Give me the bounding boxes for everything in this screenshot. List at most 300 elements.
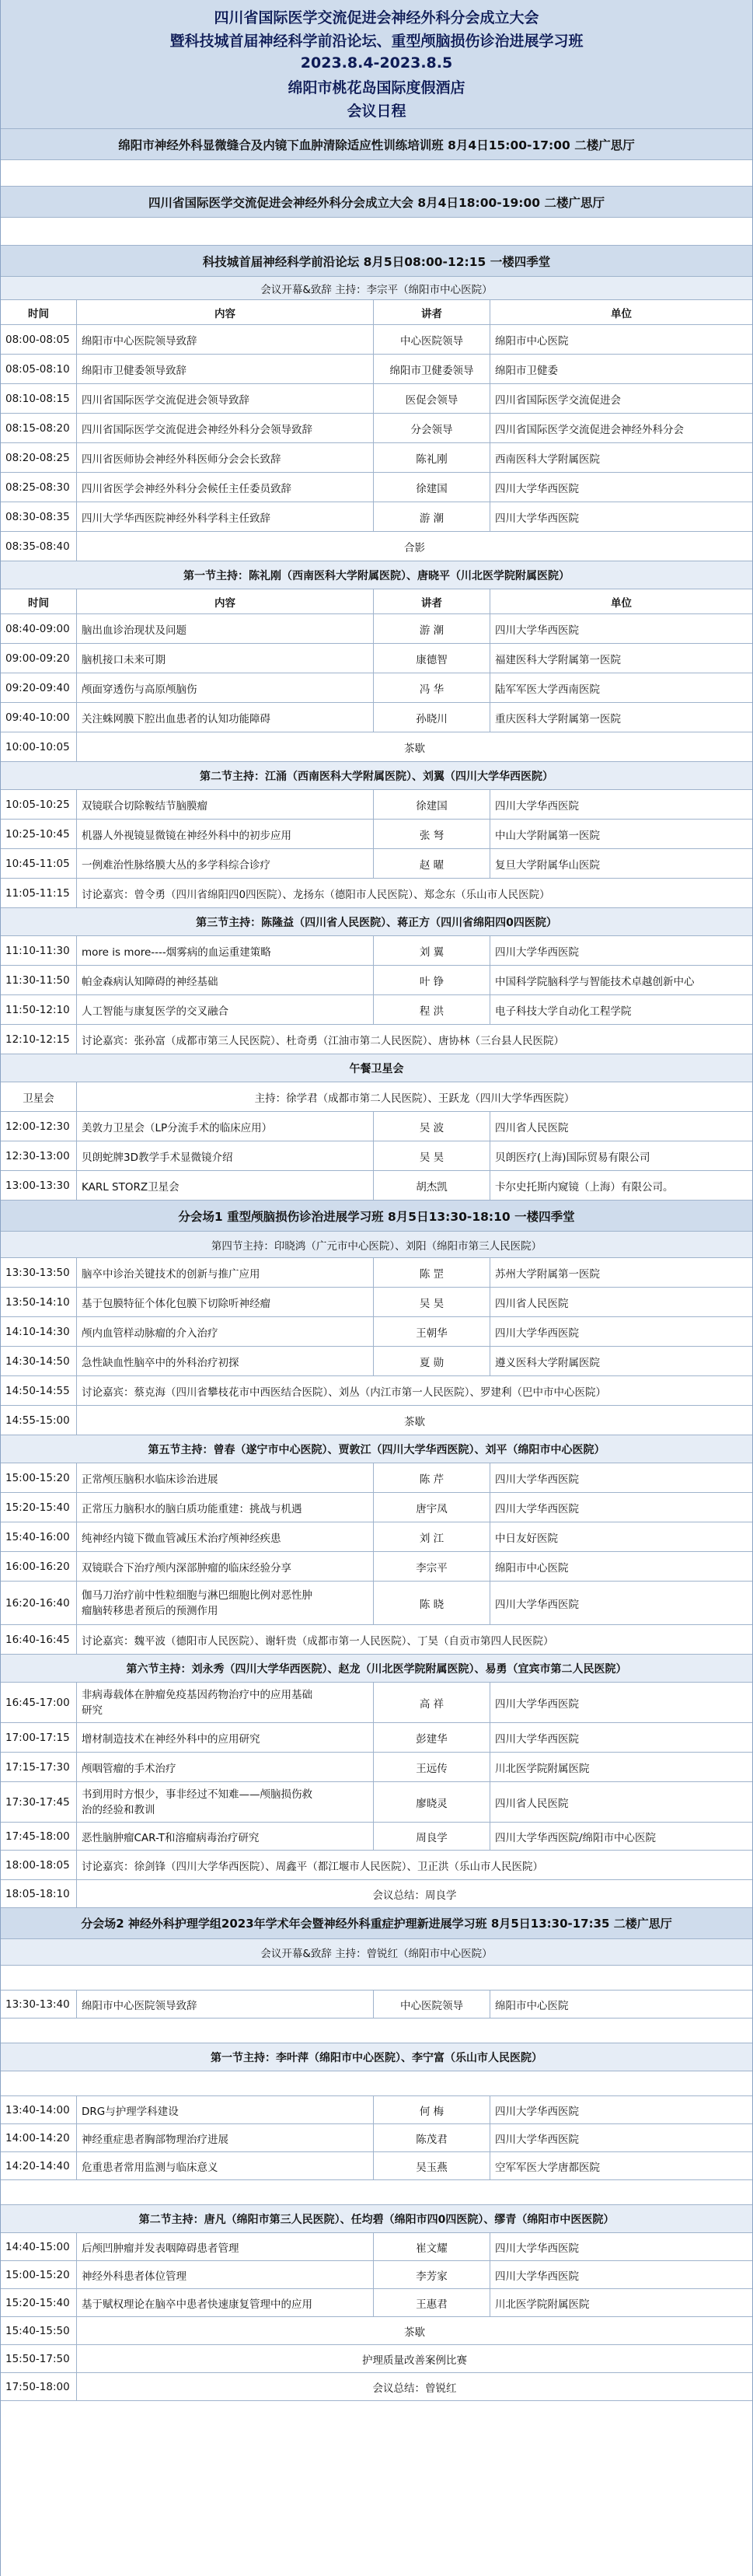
row-time: 13:40-14:00 — [1, 2096, 77, 2123]
lunch-rows — [1, 1112, 752, 1201]
table-row — [1, 443, 752, 473]
table-row — [1, 2261, 752, 2289]
row-content: 急性缺血性脑卒中的外科治疗初探 — [77, 1347, 374, 1375]
session-4-title: 第四节主持：印晓鸿（广元市中心医院）、刘阳（绵阳市第三人民医院） — [1, 1232, 752, 1258]
table-row — [1, 2233, 752, 2261]
break-label: 茶歇 — [404, 742, 425, 755]
row-content: 绵阳市中心医院领导致辞 — [77, 1991, 374, 2018]
session-5-title: 第五节主持：曾春（遂宁市中心医院）、贾敦江（四川大学华西医院）、刘平（绵阳市中心医院） — [1, 1435, 752, 1463]
discussion-row — [1, 1851, 752, 1880]
row-content: 后颅凹肿瘤并发表咽障碍患者管理 — [77, 2233, 374, 2260]
talk-row-tall — [1, 1582, 752, 1625]
talk-row-tall — [1, 1782, 752, 1823]
talk-row-tall — [1, 1683, 752, 1723]
break-label: 茶歇 — [404, 1415, 425, 1428]
table-row — [1, 936, 752, 966]
row-content: 四川省国际医学交流促进会神经外科分会领导致辞 — [77, 414, 374, 442]
session-3-rows — [1, 936, 752, 1025]
table-row — [1, 1991, 752, 2019]
table-row — [1, 2152, 752, 2180]
discussion-row — [1, 1625, 752, 1655]
session-2-rows — [1, 790, 752, 879]
row-content: 关注蛛网膜下腔出血患者的认知功能障碍 — [77, 703, 374, 732]
row-unit: 四川大学华西医院 — [495, 1473, 579, 1486]
row-unit: 四川省人民医院 — [495, 1121, 569, 1134]
table-row — [1, 1463, 752, 1493]
row-unit: 四川省人民医院 — [495, 1797, 569, 1810]
row-unit: 四川省国际医学交流促进会神经外科分会 — [495, 423, 684, 436]
session-4-rows — [1, 1258, 752, 1376]
row-content-line: 伽马刀治疗前中性粒细胞与淋巴细胞比例对恶性肿 — [82, 1589, 312, 1602]
table-row — [1, 1288, 752, 1317]
row-content — [77, 1683, 374, 1722]
table-row — [1, 325, 752, 355]
row-unit: 绵阳市中心医院 — [495, 1999, 569, 2012]
row-content: 危重患者常用监测与临床意义 — [77, 2152, 374, 2179]
row-speaker: 徐建国 — [374, 473, 490, 502]
row-content-line: 研究 — [82, 1704, 103, 1717]
row-unit: 福建医科大学附属第一医院 — [495, 653, 621, 666]
row-speaker: 陈 晓 — [374, 1582, 490, 1624]
row-time: 08:30-08:35 — [1, 502, 77, 531]
row-time: 14:30-14:50 — [1, 1347, 77, 1375]
row-speaker: 唐宇凤 — [374, 1493, 490, 1522]
table-row — [1, 995, 752, 1025]
discussion-guests: 讨论嘉宾：蔡克海（四川省攀枝花市中西医结合医院）、刘丛（内江市第一人民医院）、罗建利（巴中市中心医院） — [82, 1386, 606, 1399]
table-row — [1, 532, 752, 561]
table-row — [1, 473, 752, 502]
row-content: 四川省医师协会神经外科医师分会会长致辞 — [77, 443, 374, 472]
row-content: 绵阳市卫健委领导致辞 — [77, 355, 374, 383]
row-unit: 绵阳市中心医院 — [495, 334, 569, 348]
row-speaker: 刘 江 — [374, 1522, 490, 1551]
row-content: 增材制造技术在神经外科中的应用研究 — [77, 1723, 374, 1752]
row-content: DRG与护理学科建设 — [77, 2096, 374, 2123]
page-title: 会议日程 — [347, 102, 406, 120]
nursing-session-1-title: 第一节主持：李叶萍（绵阳市中心医院）、李宁富（乐山市人民医院） — [1, 2043, 752, 2071]
meeting-founding: 四川省国际医学交流促进会神经外科分会成立大会 8月4日18:00-19:00 二楼广思厅 — [1, 187, 752, 218]
row-time: 15:20-15:40 — [1, 1493, 77, 1522]
break-label: 合影 — [404, 541, 425, 554]
row-content: 会议总结：曾锐红 — [372, 2382, 457, 2395]
table-row — [1, 849, 752, 879]
forum-opening-host: 会议开幕&致辞 主持：李宗平（绵阳市中心医院） — [1, 277, 752, 300]
row-time: 14:55-15:00 — [1, 1406, 77, 1435]
col-speaker: 讲者 — [374, 300, 490, 324]
row-time: 卫星会 — [1, 1082, 77, 1111]
row-speaker: 冯 华 — [374, 673, 490, 702]
row-unit: 四川大学华西医院 — [495, 1598, 579, 1611]
row-unit: 四川大学华西医院 — [495, 2242, 579, 2255]
row-unit: 中国科学院脑科学与智能技术卓越创新中心 — [495, 975, 695, 988]
row-time: 14:00-14:20 — [1, 2124, 77, 2151]
row-unit: 四川大学华西医院 — [495, 1502, 579, 1515]
row-time: 14:20-14:40 — [1, 2152, 77, 2179]
row-time: 13:50-14:10 — [1, 1288, 77, 1316]
col-unit: 单位 — [611, 307, 632, 320]
row-speaker: 陈礼刚 — [374, 443, 490, 472]
row-unit: 川北医学院附属医院 — [495, 1762, 590, 1775]
row-unit: 四川大学华西医院 — [495, 2133, 579, 2146]
row-time: 08:35-08:40 — [1, 532, 77, 561]
row-speaker: 程 洪 — [374, 995, 490, 1024]
row-time: 08:20-08:25 — [1, 443, 77, 472]
row-content: 绵阳市中心医院领导致辞 — [77, 325, 374, 354]
table-row — [1, 2317, 752, 2345]
table-row — [1, 614, 752, 644]
row-content — [77, 1782, 374, 1822]
table-row — [1, 2096, 752, 2124]
row-time: 13:30-13:50 — [1, 1258, 77, 1287]
row-time: 15:20-15:40 — [1, 2289, 77, 2316]
spacer-row — [1, 2180, 752, 2205]
row-time: 08:10-08:15 — [1, 384, 77, 413]
row-speaker: 廖晓灵 — [374, 1782, 490, 1822]
row-speaker: 何 梅 — [374, 2096, 490, 2123]
row-unit: 中日友好医院 — [495, 1532, 558, 1545]
row-unit: 四川大学华西医院 — [495, 799, 579, 813]
table-row — [1, 2345, 752, 2373]
row-speaker: 张 弩 — [374, 820, 490, 848]
discussion-row — [1, 1025, 752, 1054]
row-content: 护理质量改善案例比赛 — [362, 2354, 467, 2367]
row-time: 08:00-08:05 — [1, 325, 77, 354]
row-speaker: 吴 波 — [374, 1112, 490, 1141]
row-content: 四川省医学会神经外科分会候任主任委员致辞 — [77, 473, 374, 502]
row-content: 脑出血诊治现状及问题 — [77, 614, 374, 643]
row-unit: 四川大学华西医院 — [495, 1326, 579, 1340]
row-speaker: 吴 昊 — [374, 1141, 490, 1170]
session-1-title: 第一节主持：陈礼刚（西南医科大学附属医院）、唐晓平（川北医学院附属医院） — [1, 561, 752, 589]
row-time: 18:00-18:05 — [1, 1851, 77, 1879]
row-speaker: 游 潮 — [374, 614, 490, 643]
row-speaker: 分会领导 — [374, 414, 490, 442]
row-content: 机器人外视镜显微镜在神经外科中的初步应用 — [77, 820, 374, 848]
lunch-host-row — [1, 1082, 752, 1112]
row-content: 脑机接口未来可期 — [77, 644, 374, 673]
table-row — [1, 414, 752, 443]
row-speaker: 吴玉燕 — [374, 2152, 490, 2179]
row-speaker: 李芳家 — [374, 2261, 490, 2288]
session-5-rows — [1, 1463, 752, 1582]
row-speaker: 王惠君 — [374, 2289, 490, 2316]
spacer-row — [1, 2019, 752, 2043]
row-time: 10:00-10:05 — [1, 732, 77, 761]
row-time: 11:50-12:10 — [1, 995, 77, 1024]
row-unit: 卡尔史托斯内窥镜（上海）有限公司。 — [495, 1180, 674, 1194]
table-row — [1, 820, 752, 849]
row-content: 恶性脑肿瘤CAR-T和溶瘤病毒治疗研究 — [77, 1823, 374, 1850]
row-time: 17:45-18:00 — [1, 1823, 77, 1850]
session-6-rows — [1, 1823, 752, 1851]
row-unit: 中山大学附属第一医院 — [495, 829, 600, 842]
row-time: 17:15-17:30 — [1, 1753, 77, 1781]
row-content: 双镜联合切除鞍结节脑膜瘤 — [77, 790, 374, 819]
row-speaker: 夏 勋 — [374, 1347, 490, 1375]
table-row — [1, 1723, 752, 1753]
row-unit: 川北医学院附属医院 — [495, 2298, 590, 2311]
table-row — [1, 1823, 752, 1851]
table-row — [1, 1258, 752, 1288]
discussion-guests: 讨论嘉宾：徐剑锋（四川大学华西医院）、周鑫平（都江堰市人民医院）、卫正洪（乐山市人民医院） — [82, 1860, 543, 1873]
nursing-session-2-title: 第二节主持：唐凡（绵阳市第三人民医院）、任均碧（绵阳市四0四医院）、缪青（绵阳市中医医院） — [1, 2205, 752, 2233]
row-time: 11:10-11:30 — [1, 936, 77, 965]
row-unit: 四川大学华西医院 — [495, 512, 579, 525]
row-time: 17:50-18:00 — [1, 2373, 77, 2400]
row-time: 14:40-15:00 — [1, 2233, 77, 2260]
discussion-guests: 讨论嘉宾：曾令勇（四川省绵阳四0四医院）、龙扬东（德阳市人民医院）、郑念东（乐山市人民医院） — [82, 888, 550, 901]
row-speaker: 医促会领导 — [374, 384, 490, 413]
row-unit: 四川大学华西医院/绵阳市中心医院 — [495, 1831, 657, 1844]
row-content: 双镜联合下治疗颅内深部肿瘤的临床经验分享 — [77, 1552, 374, 1581]
row-unit: 遵义医科大学附属医院 — [495, 1356, 600, 1369]
row-unit: 四川大学华西医院 — [495, 2270, 579, 2283]
row-time: 12:10-12:15 — [1, 1025, 77, 1054]
table-row — [1, 1347, 752, 1376]
row-content: 基于包膜特征个体化包膜下切除听神经瘤 — [77, 1288, 374, 1316]
row-time: 15:50-17:50 — [1, 2345, 77, 2372]
row-content: 四川大学华西医院神经外科学科主任致辞 — [77, 502, 374, 531]
lunch-host: 主持：徐学君（成都市第二人民医院）、王跃龙（四川大学华西医院） — [254, 1092, 575, 1105]
row-time: 15:00-15:20 — [1, 2261, 77, 2288]
row-time: 09:00-09:20 — [1, 644, 77, 673]
row-content: 帕金森病认知障碍的神经基础 — [77, 966, 374, 994]
forum-title: 科技城首届神经科学前沿论坛 8月5日08:00-12:15 一楼四季堂 — [1, 246, 752, 277]
session-2-title: 第二节主持：江涌（西南医科大学附属医院）、刘翼（四川大学华西医院） — [1, 762, 752, 790]
row-speaker: 陈 罡 — [374, 1258, 490, 1287]
header-dates: 2023.8.4-2023.8.5 — [300, 54, 453, 72]
table-row — [1, 732, 752, 762]
row-unit: 贝朗医疗(上海)国际贸易有限公司 — [495, 1151, 650, 1164]
row-unit: 四川大学华西医院 — [495, 624, 579, 637]
row-speaker: 绵阳市卫健委领导 — [374, 355, 490, 383]
row-time: 16:40-16:45 — [1, 1625, 77, 1654]
row-content-line: 瘤脑转移患者预后的预测作用 — [82, 1604, 218, 1617]
table-row — [1, 790, 752, 820]
col-unit: 单位 — [611, 596, 632, 610]
spacer-row — [1, 2071, 752, 2096]
table-row — [1, 502, 752, 532]
row-content: 基于赋权理论在脑卒中患者快速康复管理中的应用 — [77, 2289, 374, 2316]
session-3-title: 第三节主持：陈隆益（四川省人民医院）、蒋正方（四川省绵阳四0四医院） — [1, 908, 752, 936]
closing-label: 会议总结：周良学 — [372, 1889, 457, 1902]
row-time: 08:25-08:30 — [1, 473, 77, 502]
row-speaker: 李宗平 — [374, 1552, 490, 1581]
row-unit: 绵阳市卫健委 — [495, 364, 558, 377]
table-row — [1, 1141, 752, 1171]
row-content: 脑卒中诊治关键技术的创新与推广应用 — [77, 1258, 374, 1287]
table-row — [1, 644, 752, 673]
row-content: 神经重症患者胸部物理治疗进展 — [77, 2124, 374, 2151]
row-time: 17:30-17:45 — [1, 1782, 77, 1822]
row-time: 14:10-14:30 — [1, 1317, 77, 1346]
row-time: 08:05-08:10 — [1, 355, 77, 383]
table-row — [1, 703, 752, 732]
break-row — [1, 1406, 752, 1435]
row-time: 10:25-10:45 — [1, 820, 77, 848]
table-row — [1, 1317, 752, 1347]
venue-1-title: 分会场1 重型颅脑损伤诊治进展学习班 8月5日13:30-18:10 一楼四季堂 — [1, 1201, 752, 1232]
row-speaker: 康德智 — [374, 644, 490, 673]
row-time: 15:40-15:50 — [1, 2317, 77, 2344]
row-time: 15:00-15:20 — [1, 1463, 77, 1492]
row-time: 09:20-09:40 — [1, 673, 77, 702]
venue-2-opening-rows — [1, 1991, 752, 2019]
row-time: 15:40-16:00 — [1, 1522, 77, 1551]
row-unit: 四川大学华西医院 — [495, 2105, 579, 2118]
col-speaker: 讲者 — [374, 589, 490, 613]
row-unit: 四川省人民医院 — [495, 1297, 569, 1310]
spacer-row — [1, 218, 752, 246]
table-row — [1, 1493, 752, 1522]
document-header — [1, 0, 752, 129]
row-time: 10:45-11:05 — [1, 849, 77, 878]
header-line-2: 暨科技城首届神经科学前沿论坛、重型颅脑损伤诊治进展学习班 — [169, 32, 584, 50]
col-time: 时间 — [1, 589, 77, 613]
row-unit: 苏州大学附属第一医院 — [495, 1267, 600, 1281]
row-time: 12:00-12:30 — [1, 1112, 77, 1141]
row-speaker: 王朝华 — [374, 1317, 490, 1346]
row-unit: 复旦大学附属华山医院 — [495, 858, 600, 872]
row-time: 16:20-16:40 — [1, 1582, 77, 1624]
table-row — [1, 2289, 752, 2317]
row-speaker: 中心医院领导 — [374, 325, 490, 354]
row-time: 18:05-18:10 — [1, 1880, 77, 1907]
table-row — [1, 384, 752, 414]
row-speaker: 刘 翼 — [374, 936, 490, 965]
row-speaker: 高 祥 — [374, 1683, 490, 1722]
row-content-line: 治的经验和教训 — [82, 1803, 155, 1816]
row-time: 12:30-13:00 — [1, 1141, 77, 1170]
table-row — [1, 1171, 752, 1201]
row-unit: 四川省国际医学交流促进会 — [495, 393, 621, 407]
row-content: 一例难治性脉络膜大丛的多学科综合诊疗 — [77, 849, 374, 878]
opening-rows — [1, 325, 752, 561]
row-unit: 陆军军医大学西南医院 — [495, 683, 600, 696]
table-row — [1, 1753, 752, 1782]
row-speaker: 赵 曜 — [374, 849, 490, 878]
row-time: 09:40-10:00 — [1, 703, 77, 732]
row-time: 17:00-17:15 — [1, 1723, 77, 1752]
row-speaker: 崔文耀 — [374, 2233, 490, 2260]
row-unit: 四川大学华西医院 — [495, 1732, 579, 1746]
row-unit: 西南医科大学附属医院 — [495, 453, 600, 466]
discussion-guests: 讨论嘉宾：张孙富（成都市第三人民医院）、杜奇勇（江油市第二人民医院）、唐协林（三台县人民医院） — [82, 1034, 564, 1047]
row-time: 13:00-13:30 — [1, 1171, 77, 1200]
row-speaker: 孙晓川 — [374, 703, 490, 732]
row-unit: 重庆医科大学附属第一医院 — [495, 712, 621, 725]
table-row — [1, 966, 752, 995]
discussion-row — [1, 879, 752, 908]
row-content-line: 书到用时方恨少，事非经过不知难——颅脑损伤救 — [82, 1788, 312, 1801]
col-content: 内容 — [77, 589, 374, 613]
row-content: 美敦力卫星会（LP分流手术的临床应用） — [77, 1112, 374, 1141]
row-time: 16:00-16:20 — [1, 1552, 77, 1581]
row-content: 颅面穿透伤与高原颅脑伤 — [77, 673, 374, 702]
row-content: 颅咽管瘤的手术治疗 — [77, 1753, 374, 1781]
row-content: 纯神经内镜下微血管减压术治疗颅神经疾患 — [77, 1522, 374, 1551]
table-row — [1, 355, 752, 384]
table-row — [1, 673, 752, 703]
row-content: 正常颅压脑积水临床诊治进展 — [77, 1463, 374, 1492]
row-time: 13:30-13:40 — [1, 1991, 77, 2018]
row-unit: 四川大学华西医院 — [495, 482, 579, 495]
session-1-rows — [1, 614, 752, 762]
row-speaker: 中心医院领导 — [374, 1991, 490, 2018]
row-speaker: 游 潮 — [374, 502, 490, 531]
spacer-row — [1, 160, 752, 187]
row-time: 08:40-09:00 — [1, 614, 77, 643]
row-content: 贝朗蛇牌3D教学手术显微镜介绍 — [77, 1141, 374, 1170]
row-content: more is more----烟雾病的血运重建策略 — [77, 936, 374, 965]
table-row — [1, 1552, 752, 1582]
table-header — [1, 589, 752, 614]
row-speaker: 周良学 — [374, 1823, 490, 1850]
venue-2-title: 分会场2 神经外科护理学组2023年学术年会暨神经外科重症护理新进展学习班 8月5日13:30-17:35 二楼广思厅 — [1, 1908, 752, 1939]
spacer-row — [1, 1966, 752, 1991]
table-row — [1, 2373, 752, 2401]
row-speaker: 陈茂君 — [374, 2124, 490, 2151]
closing-row — [1, 1880, 752, 1908]
row-speaker: 叶 铮 — [374, 966, 490, 994]
row-content-line: 非病毒载体在肿瘤免疫基因药物治疗中的应用基础 — [82, 1688, 312, 1701]
row-unit: 绵阳市中心医院 — [495, 1561, 569, 1575]
col-time: 时间 — [1, 300, 77, 324]
row-unit: 四川大学华西医院 — [495, 1697, 579, 1711]
col-content: 内容 — [77, 300, 374, 324]
row-speaker: 徐建国 — [374, 790, 490, 819]
row-content — [77, 1582, 374, 1624]
row-content: 四川省国际医学交流促进会领导致辞 — [77, 384, 374, 413]
row-time: 11:05-11:15 — [1, 879, 77, 907]
row-content: 颅内血管样动脉瘤的介入治疗 — [77, 1317, 374, 1346]
meeting-training: 绵阳市神经外科显微缝合及内镜下血肿清除适应性训练培训班 8月4日15:00-17:00 二楼广思厅 — [1, 129, 752, 160]
discussion-row — [1, 1376, 752, 1406]
row-time: 10:05-10:25 — [1, 790, 77, 819]
row-content: KARL STORZ卫星会 — [77, 1171, 374, 1200]
discussion-guests: 讨论嘉宾：魏平波（德阳市人民医院）、谢轩贵（成都市第一人民医院）、丁昊（自贡市第四人民医院） — [82, 1634, 554, 1648]
row-speaker: 王远传 — [374, 1753, 490, 1781]
row-time: 14:50-14:55 — [1, 1376, 77, 1405]
venue-2-opening-host: 会议开幕&致辞 主持：曾锐红（绵阳市中心医院） — [1, 1939, 752, 1966]
row-unit: 四川大学华西医院 — [495, 945, 579, 959]
break-label: 茶歇 — [404, 2326, 425, 2339]
row-speaker: 胡杰凯 — [374, 1171, 490, 1200]
row-content: 神经外科患者体位管理 — [77, 2261, 374, 2288]
row-speaker: 吴 昊 — [374, 1288, 490, 1316]
table-header — [1, 300, 752, 325]
table-row — [1, 2124, 752, 2152]
session-6-rows — [1, 1723, 752, 1782]
row-content: 正常压力脑积水的脑白质功能重建：挑战与机遇 — [77, 1493, 374, 1522]
table-row — [1, 1112, 752, 1141]
row-unit: 电子科技大学自动化工程学院 — [495, 1005, 632, 1018]
row-unit: 空军军医大学唐都医院 — [495, 2161, 600, 2174]
header-line-1: 四川省国际医学交流促进会神经外科分会成立大会 — [214, 9, 539, 26]
nursing-tail-rows — [1, 2345, 752, 2401]
nursing-session-2-rows — [1, 2233, 752, 2345]
row-time: 08:15-08:20 — [1, 414, 77, 442]
table-row — [1, 1522, 752, 1552]
row-speaker: 彭建华 — [374, 1723, 490, 1752]
row-speaker: 陈 芹 — [374, 1463, 490, 1492]
row-time: 16:45-17:00 — [1, 1683, 77, 1722]
lunch-title: 午餐卫星会 — [1, 1054, 752, 1082]
header-venue: 绵阳市桃花岛国际度假酒店 — [288, 79, 465, 96]
row-time: 11:30-11:50 — [1, 966, 77, 994]
nursing-session-1-rows — [1, 2096, 752, 2180]
session-6-title: 第六节主持：刘永秀（四川大学华西医院）、赵龙（川北医学院附属医院）、易勇（宜宾市第二人民医院） — [1, 1655, 752, 1683]
